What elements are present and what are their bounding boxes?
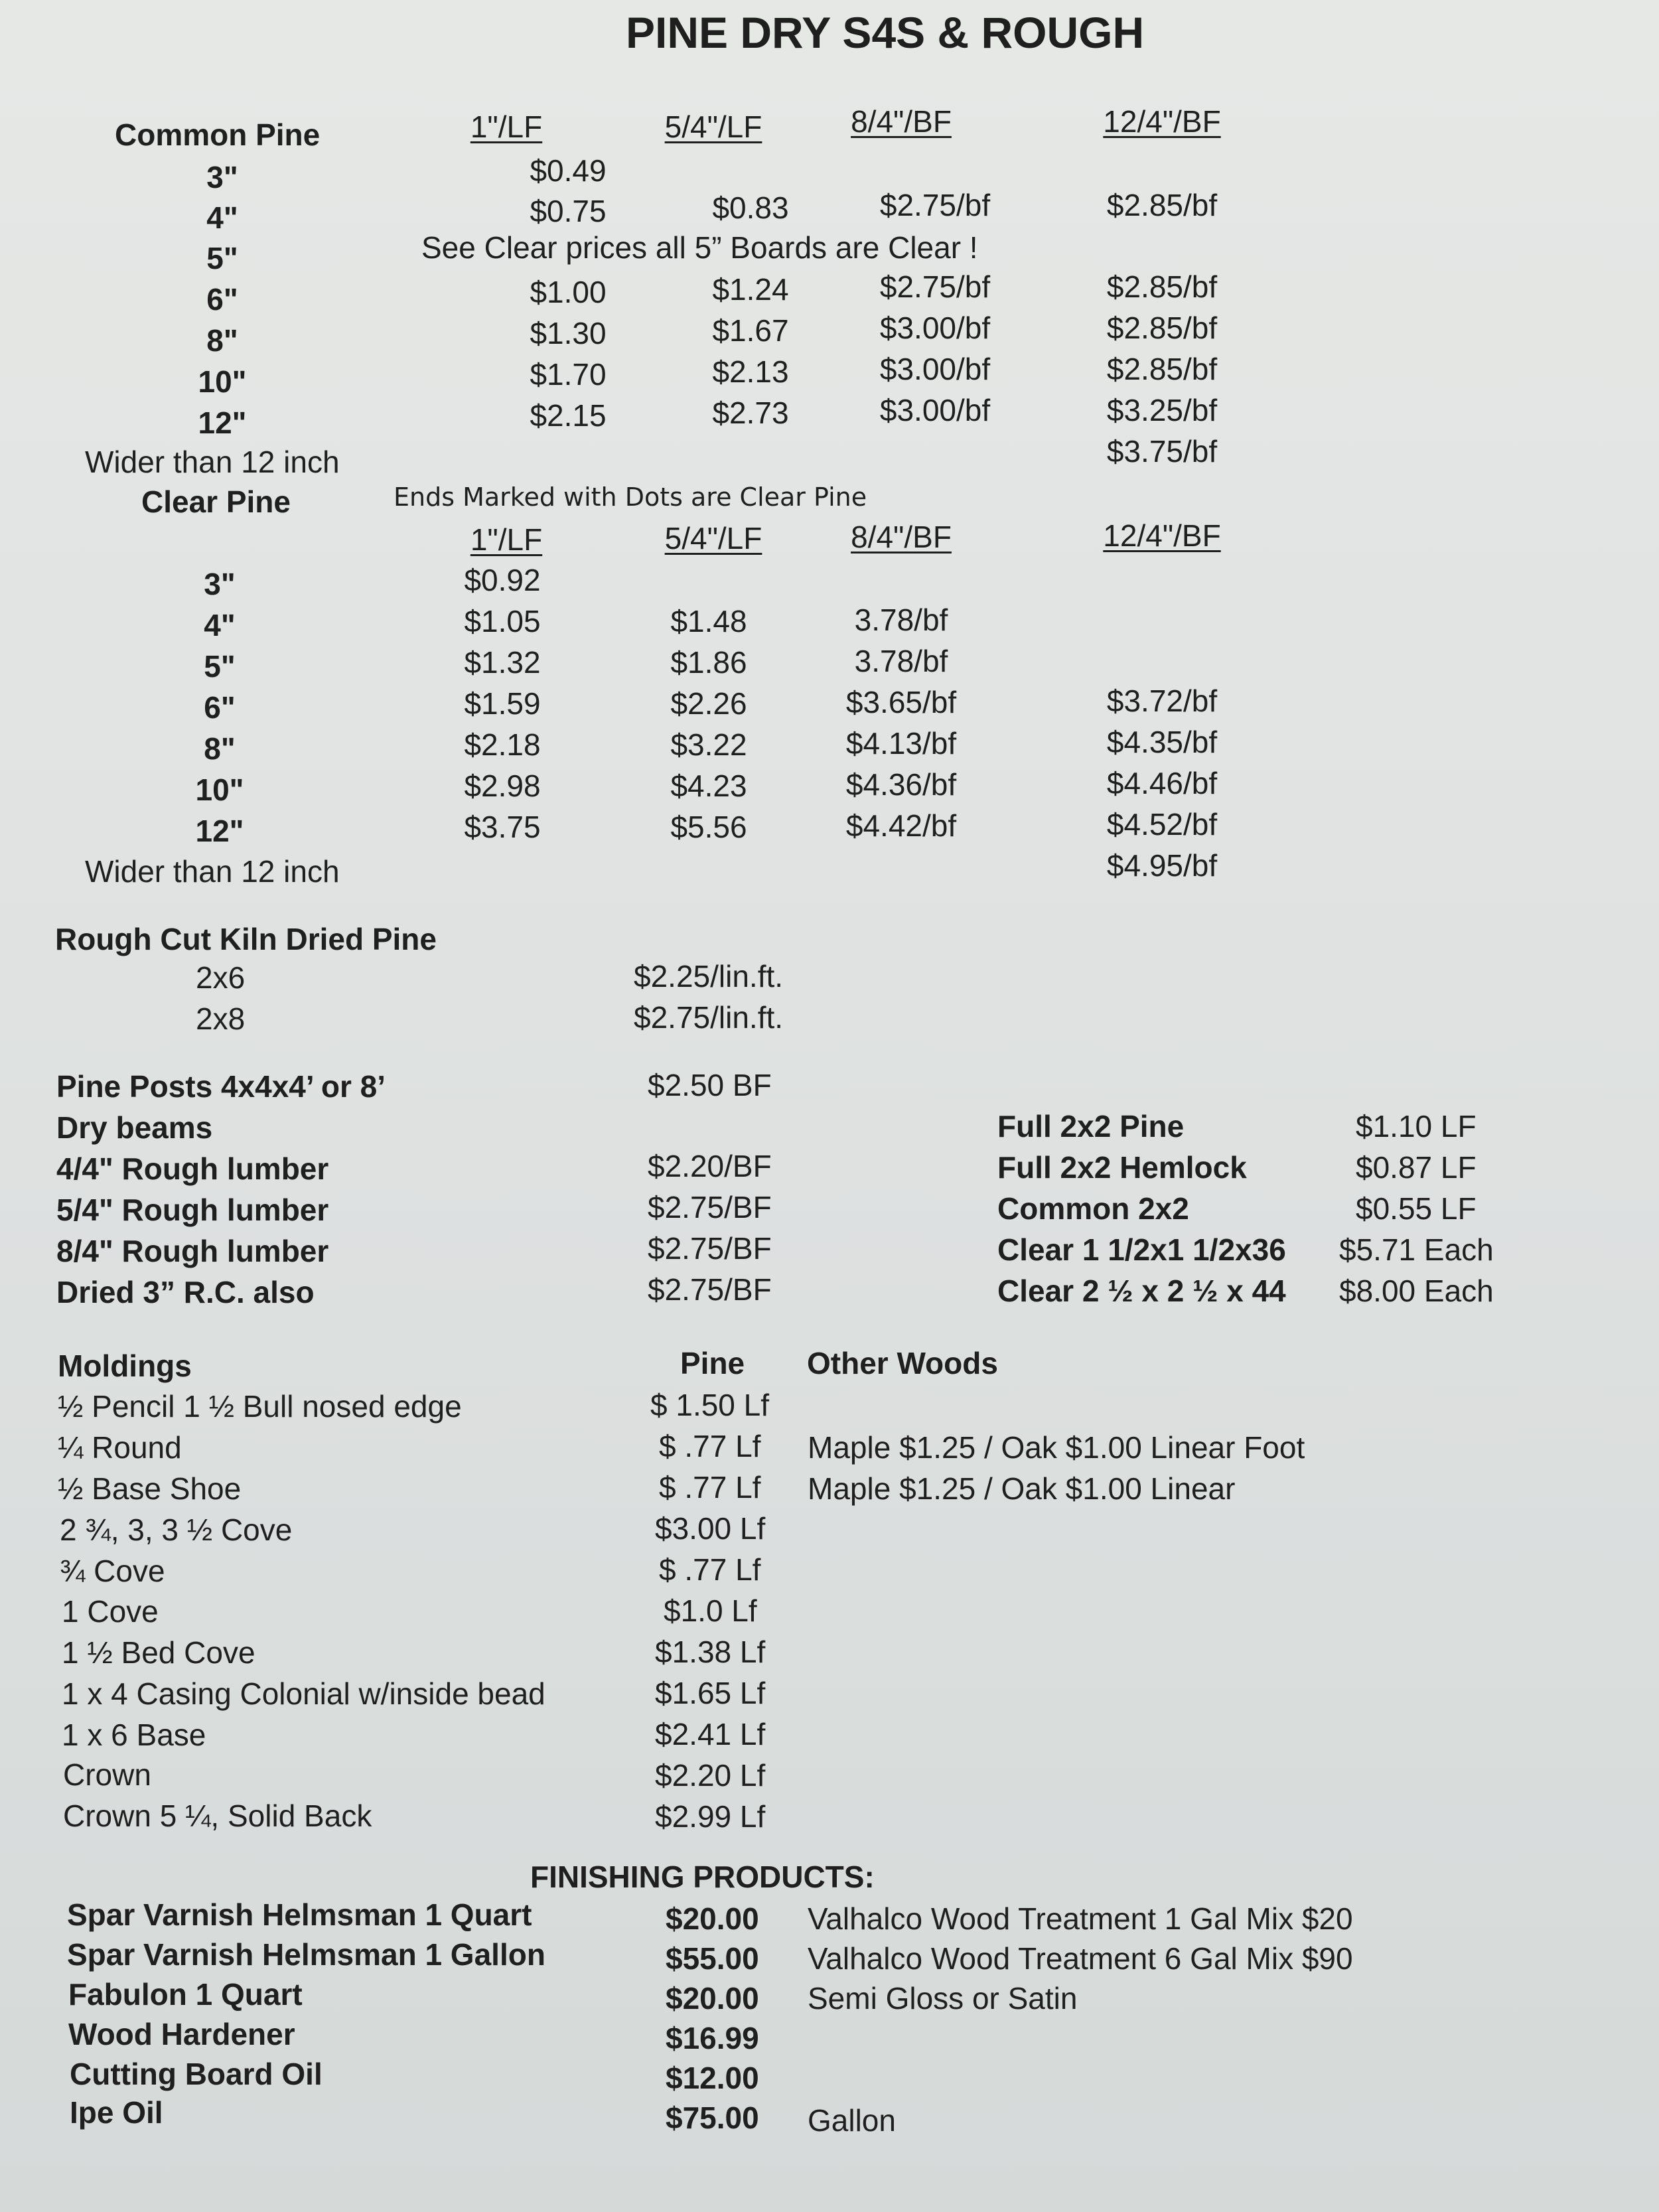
common-size-label: 4"	[206, 200, 238, 235]
molding-other-price: Maple $1.25 / Oak $1.00 Linear Foot	[808, 1430, 1305, 1465]
lumber-item-name: Pine Posts 4x4x4’ or 8’	[56, 1069, 386, 1104]
square-stock-price: $0.55 LF	[1356, 1191, 1477, 1226]
finishing-item-price: $75.00	[666, 2101, 759, 2135]
molding-item-price: $2.20 Lf	[655, 1758, 766, 1793]
molding-item-name: 2 ¾, 3, 3 ½ Cove	[60, 1512, 293, 1547]
lumber-item-price: $2.20/BF	[648, 1149, 772, 1183]
common-price-124bf: $2.85/bf	[1106, 188, 1218, 222]
molding-item-name: ¼ Round	[58, 1430, 182, 1465]
clear-size-label: 3"	[204, 567, 236, 601]
rough-cut-heading: Rough Cut Kiln Dried Pine	[55, 922, 437, 956]
molding-item-price: $ .77 Lf	[659, 1470, 761, 1505]
common-price-124bf: $2.85/bf	[1106, 311, 1218, 345]
common-price-54lf: $0.83	[712, 190, 789, 225]
clear-header-1lf: 1"/LF	[470, 522, 543, 557]
finishing-item-price: $55.00	[666, 1941, 759, 1976]
finishing-heading: FINISHING PRODUCTS:	[530, 1860, 875, 1894]
molding-item-price: $1.0 Lf	[664, 1593, 757, 1628]
clear-price-1lf: $0.92	[464, 563, 541, 597]
lumber-item-name: 5/4" Rough lumber	[56, 1193, 329, 1227]
molding-item-name: 1 ½ Bed Cove	[62, 1635, 255, 1670]
common-size-label: 10"	[198, 364, 247, 399]
molding-item-price: $1.65 Lf	[655, 1676, 766, 1710]
common-header-84bf: 8/4"/BF	[851, 104, 952, 139]
clear-price-84bf: $4.42/bf	[845, 808, 957, 843]
clear-price-84bf: $4.36/bf	[845, 767, 957, 802]
clear-price-54lf: $3.22	[670, 727, 747, 762]
finishing-item-name: Spar Varnish Helmsman 1 Quart	[67, 1897, 532, 1932]
clear-price-54lf: $5.56	[670, 810, 747, 844]
common-size-label: 5"	[206, 241, 238, 275]
molding-other-price: Maple $1.25 / Oak $1.00 Linear	[808, 1471, 1236, 1506]
common-size-label: 3"	[206, 160, 238, 194]
rough-cut-item-name: 2x6	[196, 960, 246, 995]
common-wider-price: $3.75/bf	[1106, 434, 1218, 469]
molding-item-price: $3.00 Lf	[655, 1511, 766, 1546]
common-price-84bf: $2.75/bf	[879, 188, 991, 222]
clear-header-84bf: 8/4"/BF	[851, 520, 952, 554]
finishing-item-price: $12.00	[666, 2061, 759, 2095]
common-five-inch-note: See Clear prices all 5” Boards are Clear !	[421, 230, 978, 265]
common-price-54lf: $1.24	[712, 272, 789, 307]
common-pine-heading: Common Pine	[115, 117, 321, 152]
molding-item-name: 1 x 4 Casing Colonial w/inside bead	[62, 1676, 545, 1711]
common-wider-label: Wider than 12 inch	[85, 445, 340, 479]
molding-item-name: Crown	[63, 1757, 151, 1792]
molding-item-name: Crown 5 ¼, Solid Back	[63, 1799, 372, 1833]
molding-item-price: $ .77 Lf	[659, 1429, 761, 1463]
common-price-54lf: $1.67	[712, 313, 789, 348]
molding-item-price: $2.41 Lf	[655, 1717, 766, 1751]
clear-price-54lf: $2.26	[670, 686, 747, 721]
clear-price-84bf: $3.65/bf	[845, 685, 957, 719]
common-price-1lf: $1.70	[530, 357, 607, 392]
clear-price-124bf: $4.46/bf	[1106, 766, 1218, 800]
common-price-1lf: $1.00	[530, 275, 607, 309]
molding-item-name: 1 x 6 Base	[62, 1718, 206, 1752]
common-size-label: 8"	[206, 323, 238, 358]
clear-price-1lf: $1.59	[464, 686, 541, 721]
common-price-1lf: $2.15	[530, 398, 607, 433]
clear-price-84bf: $4.13/bf	[845, 726, 957, 761]
rough-cut-item-name: 2x8	[196, 1001, 246, 1036]
clear-size-label: 8"	[204, 731, 236, 766]
clear-wider-label: Wider than 12 inch	[85, 854, 340, 889]
clear-wider-price: $4.95/bf	[1106, 848, 1218, 883]
common-price-54lf: $2.73	[712, 396, 789, 430]
clear-size-label: 10"	[195, 773, 244, 807]
clear-price-124bf: $4.35/bf	[1106, 725, 1218, 759]
common-size-label: 6"	[206, 282, 238, 317]
clear-price-84bf: 3.78/bf	[854, 603, 948, 637]
square-stock-name: Clear 2 ½ x 2 ½ x 44	[997, 1274, 1286, 1308]
finishing-item-note: Valhalco Wood Treatment 1 Gal Mix $20	[808, 1901, 1353, 1936]
molding-item-name: ½ Pencil 1 ½ Bull nosed edge	[58, 1389, 462, 1424]
finishing-item-price: $20.00	[666, 1981, 759, 2016]
common-price-84bf: $3.00/bf	[879, 311, 991, 345]
lumber-item-name: 4/4" Rough lumber	[56, 1151, 329, 1186]
finishing-item-name: Spar Varnish Helmsman 1 Gallon	[67, 1937, 545, 1972]
molding-item-name: ½ Base Shoe	[58, 1471, 242, 1506]
common-price-84bf: $3.00/bf	[879, 393, 991, 427]
common-price-1lf: $0.49	[530, 153, 607, 188]
finishing-item-name: Wood Hardener	[68, 2017, 295, 2051]
clear-price-1lf: $2.98	[464, 769, 541, 803]
clear-price-1lf: $1.05	[464, 604, 541, 638]
finishing-item-note: Valhalco Wood Treatment 6 Gal Mix $90	[808, 1941, 1353, 1976]
common-header-1lf: 1"/LF	[470, 110, 543, 144]
finishing-item-price: $16.99	[666, 2021, 759, 2055]
lumber-item-price: $2.75/BF	[648, 1231, 772, 1266]
common-price-124bf: $3.25/bf	[1106, 393, 1218, 427]
clear-price-54lf: $4.23	[670, 769, 747, 803]
clear-size-label: 4"	[204, 608, 236, 642]
common-price-84bf: $2.75/bf	[879, 269, 991, 304]
lumber-item-price: $2.75/BF	[648, 1272, 772, 1307]
clear-header-124bf: 12/4"/BF	[1103, 518, 1221, 553]
moldings-pine-header: Pine	[680, 1346, 745, 1380]
rough-cut-item-price: $2.25/lin.ft.	[634, 959, 784, 994]
molding-item-price: $ .77 Lf	[659, 1552, 761, 1587]
molding-item-price: $2.99 Lf	[655, 1799, 766, 1834]
square-stock-name: Common 2x2	[997, 1191, 1189, 1226]
moldings-other-header: Other Woods	[807, 1346, 998, 1380]
common-price-1lf: $0.75	[530, 194, 607, 228]
clear-price-1lf: $1.32	[464, 645, 541, 680]
molding-item-name: ¾ Cove	[60, 1554, 165, 1588]
clear-size-label: 5"	[204, 649, 236, 684]
rough-cut-item-price: $2.75/lin.ft.	[634, 1000, 784, 1035]
page-title: PINE DRY S4S & ROUGH	[626, 8, 1145, 57]
lumber-item-name: Dry beams	[56, 1110, 213, 1145]
common-header-124bf: 12/4"/BF	[1103, 104, 1221, 139]
finishing-item-name: Ipe Oil	[70, 2095, 163, 2130]
finishing-item-price: $20.00	[666, 1901, 759, 1936]
common-price-84bf: $3.00/bf	[879, 352, 991, 386]
square-stock-price: $5.71 Each	[1339, 1232, 1494, 1267]
molding-item-price: $ 1.50 Lf	[650, 1388, 770, 1422]
clear-price-54lf: $1.86	[670, 645, 747, 680]
clear-size-label: 12"	[195, 814, 244, 848]
square-stock-name: Full 2x2 Pine	[997, 1109, 1185, 1143]
molding-item-name: 1 Cove	[62, 1594, 159, 1629]
common-header-54lf: 5/4"/LF	[664, 110, 762, 144]
square-stock-price: $0.87 LF	[1356, 1150, 1477, 1185]
lumber-item-price: $2.75/BF	[648, 1190, 772, 1224]
finishing-item-note: Semi Gloss or Satin	[808, 1981, 1078, 2016]
lumber-item-name: 8/4" Rough lumber	[56, 1234, 329, 1268]
clear-price-1lf: $2.18	[464, 727, 541, 762]
clear-size-label: 6"	[204, 690, 236, 725]
clear-price-124bf: $4.52/bf	[1106, 807, 1218, 842]
square-stock-name: Full 2x2 Hemlock	[997, 1150, 1247, 1185]
clear-price-54lf: $1.48	[670, 604, 747, 638]
square-stock-price: $1.10 LF	[1356, 1109, 1477, 1143]
lumber-item-name: Dried 3” R.C. also	[56, 1275, 315, 1309]
finishing-item-name: Cutting Board Oil	[70, 2057, 323, 2091]
finishing-item-name: Fabulon 1 Quart	[68, 1977, 303, 2012]
common-size-label: 12"	[198, 406, 247, 440]
common-price-124bf: $2.85/bf	[1106, 269, 1218, 304]
common-price-1lf: $1.30	[530, 316, 607, 350]
common-price-124bf: $2.85/bf	[1106, 352, 1218, 386]
clear-price-1lf: $3.75	[464, 810, 541, 844]
moldings-heading: Moldings	[58, 1349, 192, 1383]
clear-pine-heading: Clear Pine	[141, 484, 291, 519]
clear-price-124bf: $3.72/bf	[1106, 684, 1218, 718]
square-stock-price: $8.00 Each	[1339, 1274, 1494, 1308]
finishing-item-note: Gallon	[808, 2103, 896, 2138]
square-stock-name: Clear 1 1/2x1 1/2x36	[997, 1232, 1286, 1267]
molding-item-price: $1.38 Lf	[655, 1635, 766, 1669]
clear-price-84bf: 3.78/bf	[854, 644, 948, 678]
common-price-54lf: $2.13	[712, 354, 789, 389]
clear-header-54lf: 5/4"/LF	[664, 521, 762, 555]
clear-pine-note: Ends Marked with Dots are Clear Pine	[394, 482, 867, 512]
lumber-item-price: $2.50 BF	[648, 1068, 772, 1102]
